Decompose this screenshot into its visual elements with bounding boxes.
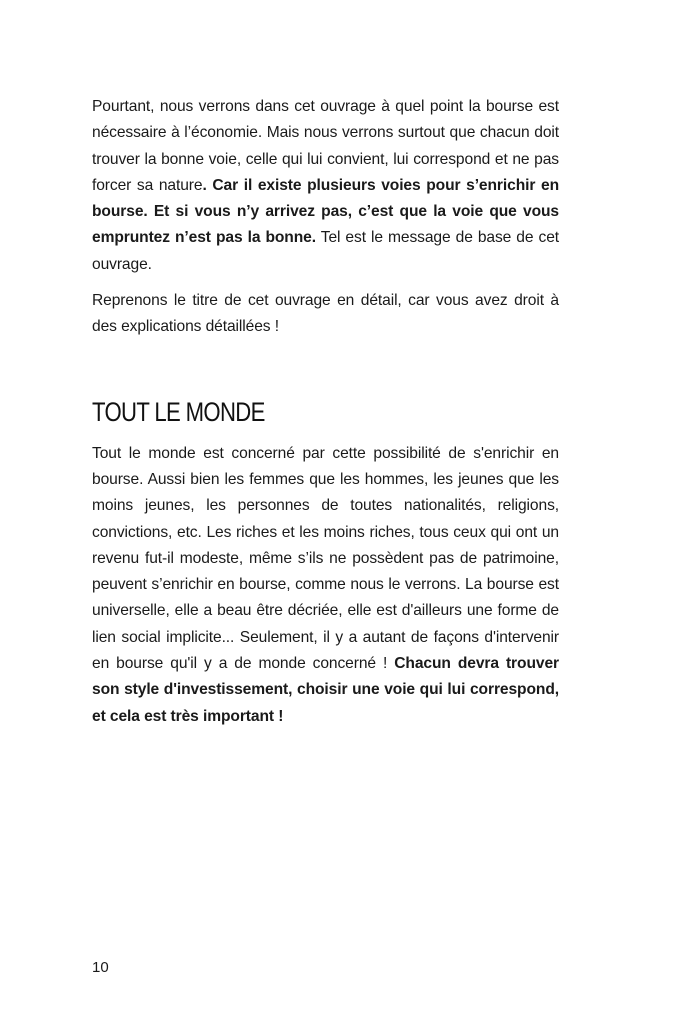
paragraph-intro-text-b: Tel est le message de base de cet ouvrage. — [92, 229, 560, 273]
paragraph-everyone — [92, 441, 559, 730]
paragraph-everyone-bold: Chacun devra trouver son style d'investissement, choisir une voie qui lui correspond, et cela est très important ! — [92, 655, 559, 725]
paragraph-intro-bold: . Car il existe plusieurs voies pour s’enrichir en bourse. Et si vous n’y arrivez pas, c’est que la voie que vous empruntez n’est pas la bonne. — [92, 176, 559, 247]
paragraph-intro-text-a: Pourtant, nous verrons dans cet ouvrage à quel point la bourse est nécessaire à l’économie. Mais nous verrons surtout que chacun doit trouver la bonne voie, celle qui lui convient, lui correspond et ne pas forcer sa nature — [92, 98, 559, 194]
page-body — [92, 94, 559, 730]
section-heading: TOUT LE MONDE — [92, 396, 265, 427]
paragraph-everyone-text: Tout le monde est concerné par cette possibilité de s'enrichir en bourse. Aussi bien les femmes que les hommes, les jeunes que les moins jeunes, les personnes de toutes nationalités, religions, convictions, etc. Les riches et les moins riches, tous ceux qui ont un revenu fut-il modeste, même s’ils ne possèdent pas de patrimoine, peuvent s’enrichir en bourse, comme nous le verrons. La bourse est universelle, elle a beau être décriée, elle est d'ailleurs une forme de lien social implicite... Seulement, il y a autant de façons d'intervenir en bourse qu'il y a de monde concerné ! — [92, 444, 559, 673]
paragraph-intro — [92, 94, 559, 278]
page-number: 10 — [92, 959, 109, 976]
paragraph-title-explanation: Reprenons le titre de cet ouvrage en détail, car vous avez droit à des explications détaillées ! — [92, 292, 559, 336]
